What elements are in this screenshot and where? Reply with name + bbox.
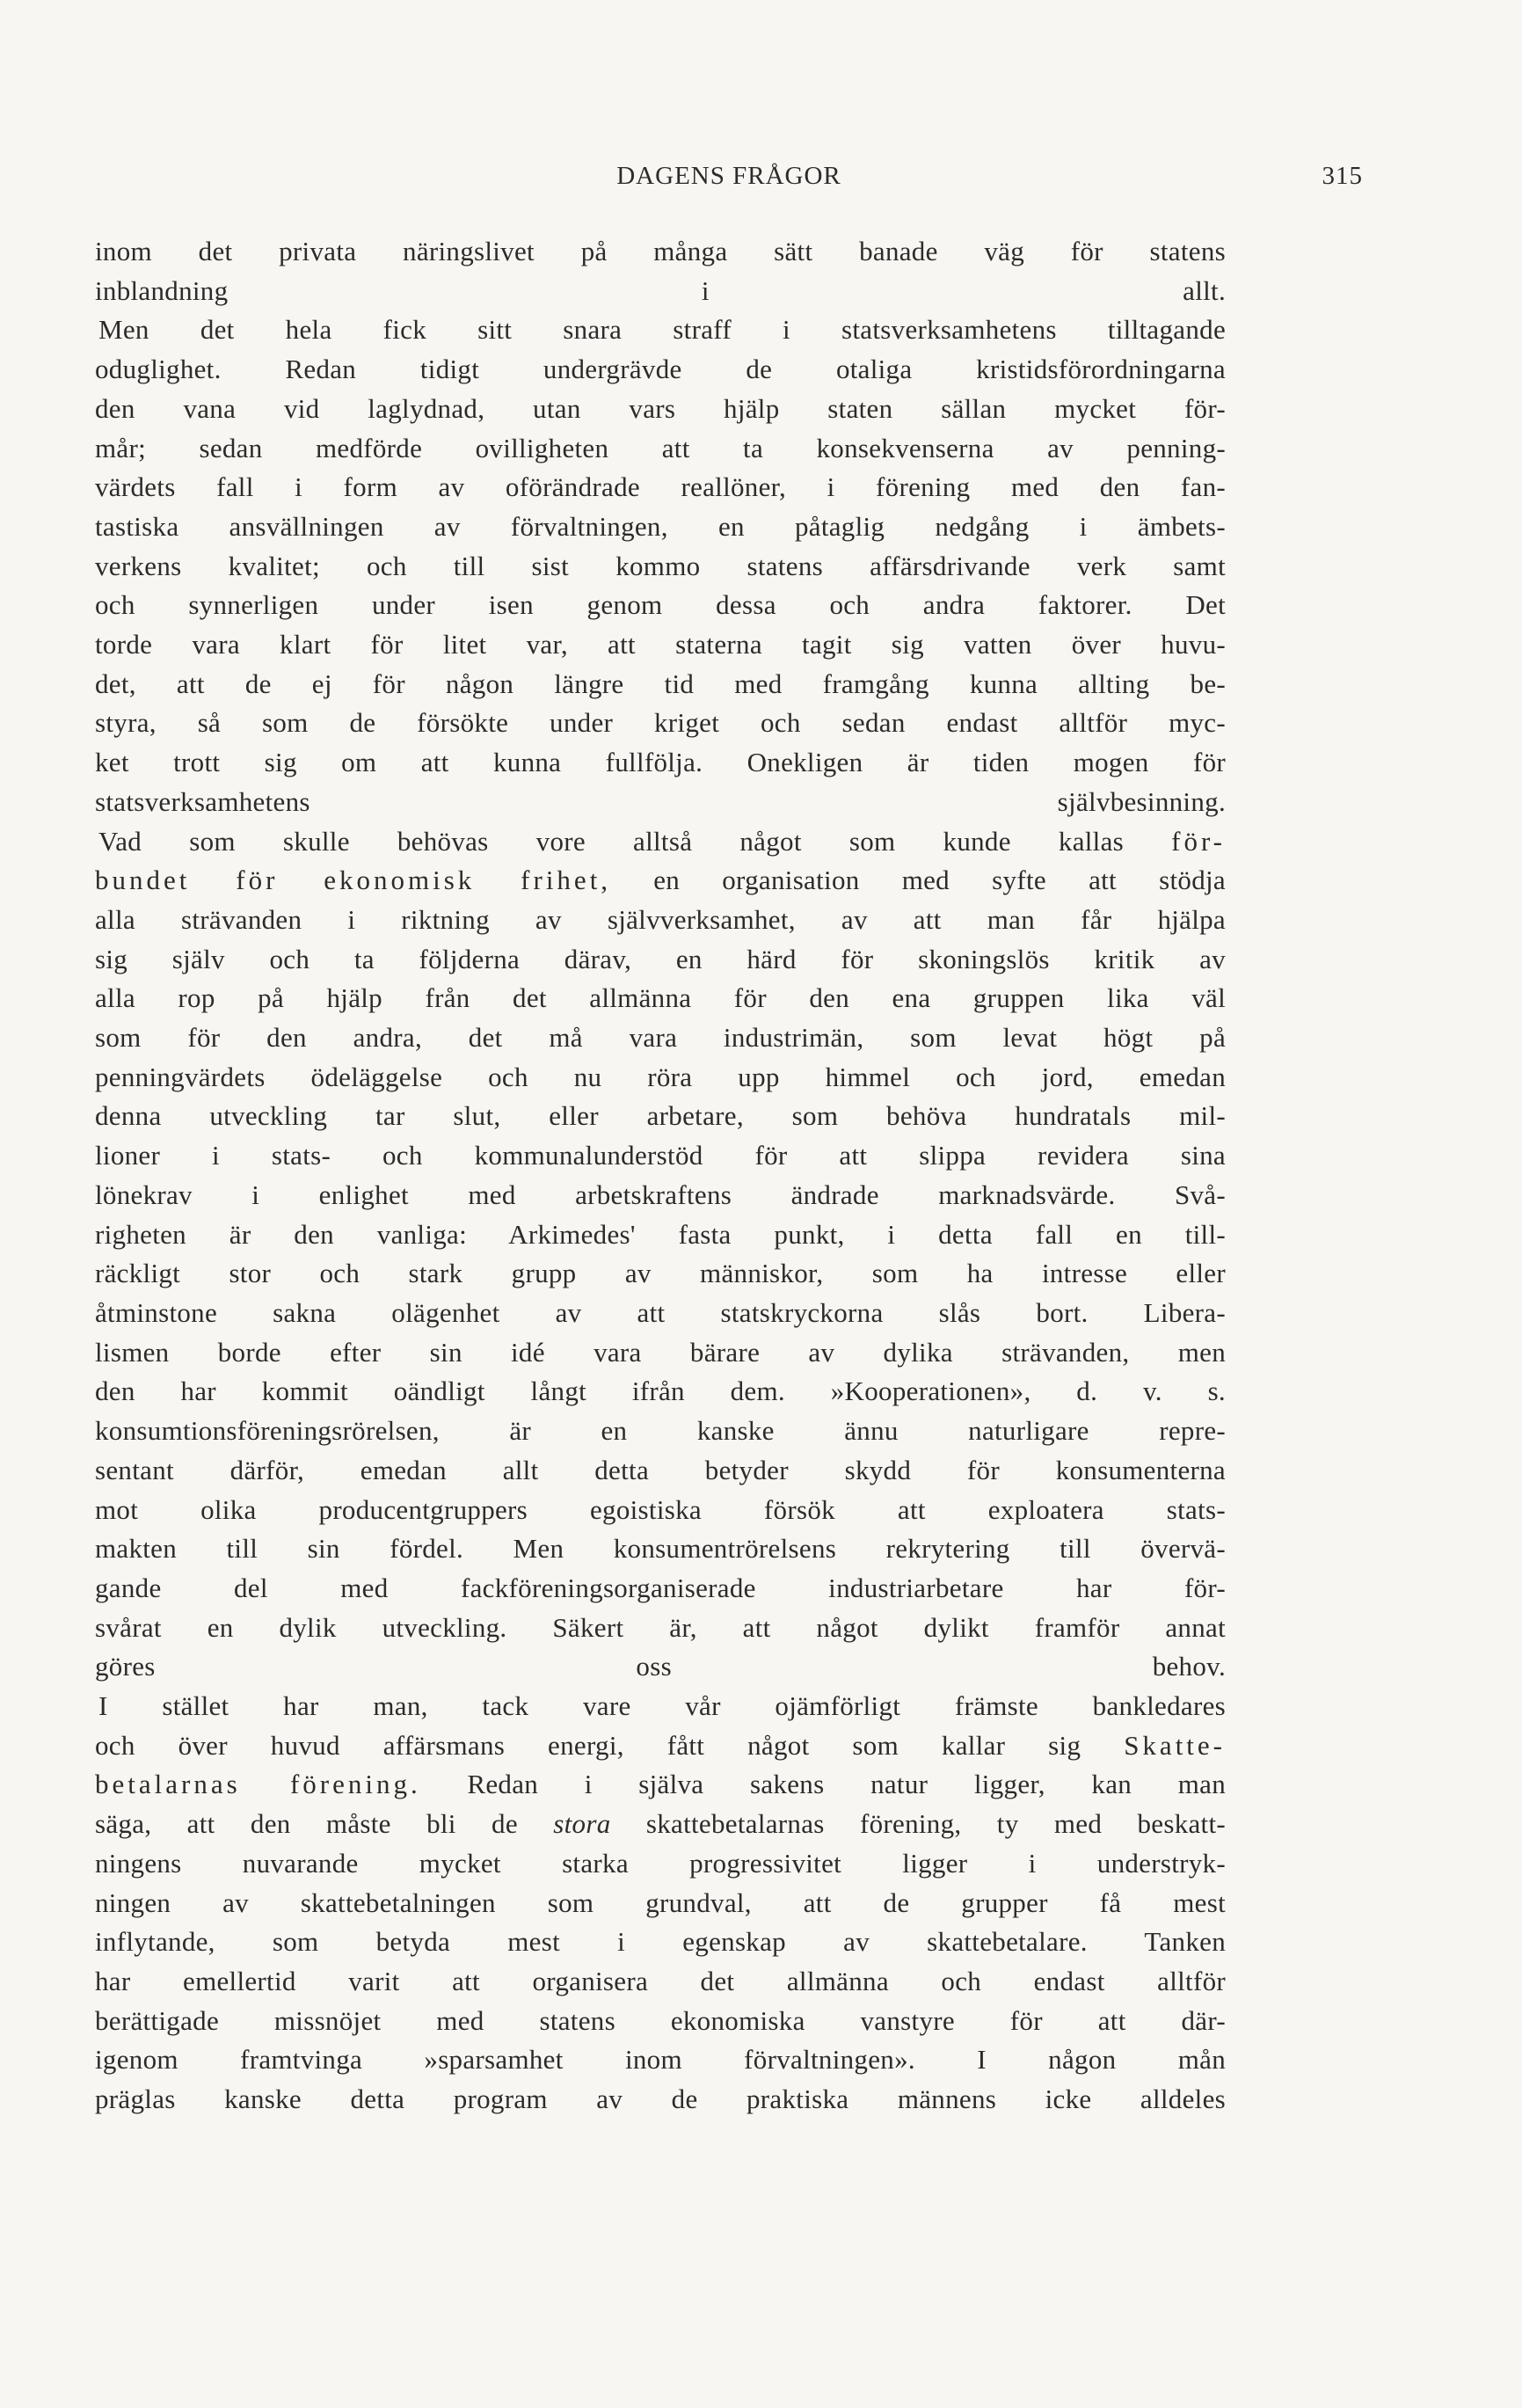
- text-line: tastiska ansvällningen av förvaltningen, en påtaglig nedgång i ämbets-: [95, 510, 1226, 542]
- text-line: konsumtionsföreningsrörelsen, är en kanske ännu naturligare repre-: [95, 1415, 1226, 1447]
- text-line: det, att de ej för någon längre tid med framgång kunna allting be-: [95, 668, 1226, 699]
- paragraph-4: [95, 1687, 1226, 2120]
- text-line: ket trott sig om att kunna fullfölja. Onekligen är tiden mogen för: [95, 747, 1226, 778]
- text-line: berättigade missnöjet med statens ekonomiska vanstyre för att där-: [95, 2004, 1226, 2036]
- text-line: mår; sedan medförde ovilligheten att ta konsekvenserna av penning-: [95, 432, 1226, 463]
- paragraph-1: [95, 232, 1226, 310]
- text-line: den vana vid laglydnad, utan vars hjälp staten sällan mycket för-: [95, 392, 1226, 424]
- text-line: inom det privata näringslivet på många sätt banade väg för statens: [95, 236, 1226, 266]
- text-line: och synnerligen under isen genom dessa och andra faktorer. Det: [95, 589, 1226, 621]
- text-line-prefix: Vad som skulle behövas vore alltså något som kunde kallas: [98, 825, 1125, 857]
- text-line: sentant därför, emedan allt detta betyder skydd för konsumenterna: [95, 1454, 1226, 1485]
- text-line: ningens nuvarande mycket starka progressivitet ligger i understryk-: [95, 1847, 1226, 1879]
- text-line: statsverksamhetens självbesinning.: [95, 785, 1226, 817]
- text-line: ningen av skattebetalningen som grundval, att de grupper få mest: [95, 1886, 1226, 1918]
- paragraph-2: [95, 310, 1226, 821]
- text-line-rest: Redan i själva sakens natur ligger, kan man: [467, 1769, 1226, 1800]
- text-line: den har kommit oändligt långt ifrån dem. »Kooperationen», d. v. s.: [95, 1375, 1226, 1407]
- paragraph-3: [95, 822, 1226, 1687]
- spaced-term: för-: [1171, 825, 1226, 857]
- text-line-rest: skattebetalarnas förening, ty med beskatt-: [645, 1808, 1226, 1840]
- text-line: verkens kvalitet; och till sist kommo statens affärsdrivande verk samt: [95, 550, 1226, 581]
- spaced-term: betalarnas förening.: [95, 1769, 421, 1800]
- text-line: värdets fall i form av oförändrade reallöner, i förening med den fan-: [95, 471, 1226, 503]
- text-line: torde vara klart för litet var, att staterna tagit sig vatten över huvu-: [95, 629, 1226, 660]
- text-line: penningvärdets ödeläggelse och nu röra upp himmel och jord, emedan: [95, 1061, 1226, 1092]
- text-line: Men det hela fick sitt snara straff i statsverksamhetens tilltagande: [98, 314, 1226, 346]
- text-line: I stället har man, tack vare vår ojämförligt främste bankledares: [98, 1690, 1226, 1722]
- text-line: lismen borde efter sin idé vara bärare av dylika strävanden, men: [95, 1336, 1226, 1368]
- article-body: [95, 232, 1226, 2120]
- text-line-prefix: och över huvud affärsmans energi, fått något som kallar sig: [95, 1729, 1081, 1761]
- italic-word: stora: [553, 1808, 611, 1840]
- text-line: sig själv och ta följderna därav, en härd för skoningslös kritik av: [95, 943, 1226, 974]
- text-line: åtminstone sakna olägenhet av att statskryckorna slås bort. Libera-: [95, 1296, 1226, 1328]
- text-line: inflytande, som betyda mest i egenskap av skattebetalare. Tanken: [95, 1926, 1226, 1958]
- text-line: räckligt stor och stark grupp av människor, som ha intresse eller: [95, 1258, 1226, 1289]
- text-line: som för den andra, det må vara industrimän, som levat högt på: [95, 1022, 1226, 1054]
- text-line-rest: en organisation med syfte att stödja: [653, 865, 1226, 896]
- text-line: lioner i stats- och kommunalunderstöd för att slippa revidera sina: [95, 1140, 1226, 1171]
- text-line: göres oss behov.: [95, 1651, 1226, 1682]
- text-line: har emellertid varit att organisera det allmänna och endast alltför: [95, 1965, 1226, 1996]
- text-line: gande del med fackföreningsorganiserade industriarbetare har för-: [95, 1572, 1226, 1603]
- page-header: [95, 164, 1363, 199]
- text-line: svårat en dylik utveckling. Säkert är, att något dylikt framför annat: [95, 1611, 1226, 1643]
- text-line: präglas kanske detta program av de praktiska männens icke alldeles: [95, 2083, 1226, 2115]
- text-line: igenom framtvinga »sparsamhet inom förvaltningen». I någon mån: [95, 2044, 1226, 2076]
- text-line: mot olika producentgruppers egoistiska försök att exploatera stats-: [95, 1493, 1226, 1525]
- text-line: inblandning i allt.: [95, 274, 1226, 306]
- text-line: oduglighet. Redan tidigt undergrävde de otaliga kristidsförordningarna: [95, 354, 1226, 385]
- text-line-prefix: säga, att den måste bli de: [95, 1808, 518, 1840]
- text-line: styra, så som de försökte under kriget och sedan endast alltför myc-: [95, 707, 1226, 739]
- text-line: alla rop på hjälp från det allmänna för den ena gruppen lika väl: [95, 982, 1226, 1014]
- running-title: DAGENS FRÅGOR: [616, 162, 841, 190]
- text-line: alla strävanden i riktning av självverksamhet, av att man får hjälpa: [95, 903, 1226, 935]
- text-line: denna utveckling tar slut, eller arbetare, som behöva hundratals mil-: [95, 1100, 1226, 1132]
- spaced-term: Skatte-: [1124, 1729, 1226, 1761]
- page-number: 315: [1322, 162, 1363, 190]
- spaced-term: bundet för ekonomisk frihet,: [95, 865, 612, 896]
- text-line: makten till sin fördel. Men konsumentrörelsens rekrytering till övervä-: [95, 1533, 1226, 1565]
- text-line: lönekrav i enlighet med arbetskraftens ändrade marknadsvärde. Svå-: [95, 1178, 1226, 1210]
- text-line: righeten är den vanliga: Arkimedes' fasta punkt, i detta fall en till-: [95, 1218, 1226, 1250]
